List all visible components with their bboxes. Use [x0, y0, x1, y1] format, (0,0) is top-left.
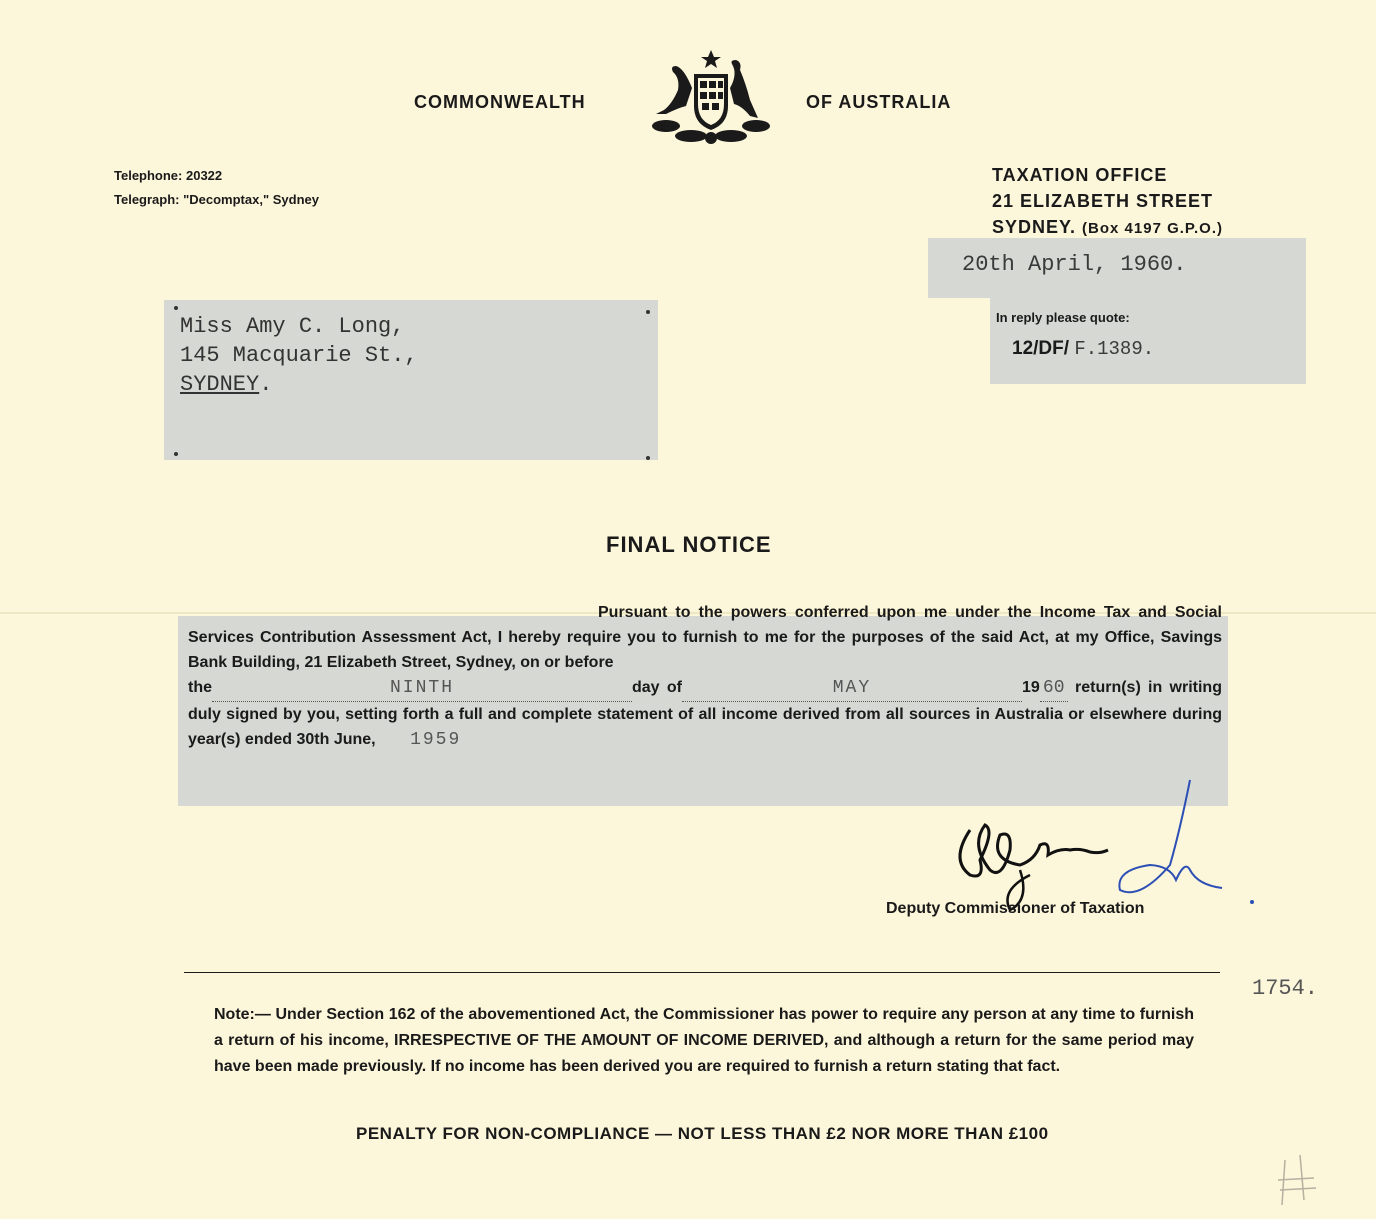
- notice-title: FINAL NOTICE: [606, 532, 772, 557]
- day-value: NINTH: [389, 678, 454, 698]
- header-commonwealth: COMMONWEALTH: [414, 92, 586, 112]
- signature-icon: [940, 770, 1260, 920]
- coat-of-arms-icon: [646, 48, 776, 146]
- reply-reference: [1012, 338, 1154, 360]
- pencil-mark-icon: [1270, 1150, 1330, 1210]
- signatory-title: Deputy Commissioner of Taxation: [886, 900, 1145, 917]
- contact-block: [114, 164, 319, 212]
- office-address: [992, 162, 1223, 242]
- note-text-after: and although a return for the same period may have been made previously. If no income has been derived you are required to furnish a return stating that fact.: [214, 1032, 1195, 1075]
- window-corner-dot: [174, 306, 178, 310]
- office-city: SYDNEY.: [992, 217, 1077, 237]
- recipient-city: SYDNEY: [180, 372, 260, 397]
- recipient-city-line: [180, 370, 418, 399]
- letter-date: 20th April, 1960.: [962, 252, 1187, 277]
- year-ended-value: 1959: [410, 730, 462, 750]
- penalty-line: PENALTY FOR NON-COMPLIANCE — NOT LESS THAN £2 NOR MORE THAN £100: [356, 1124, 1049, 1143]
- note-emphasis: IRRESPECTIVE OF THE AMOUNT OF INCOME DERIVED,: [394, 1032, 829, 1049]
- year-value: 60: [1042, 678, 1065, 698]
- notice-paragraph-end: in writing duly signed by you, setting forth a full and complete statement of all income derived from all sources in Australia or elsewhere during year(s) ended 30th June,: [188, 679, 1222, 748]
- window-corner-dot: [174, 452, 178, 456]
- header-of-australia: OF AUSTRALIA: [806, 92, 952, 112]
- year-prefix: 19: [1021, 679, 1040, 696]
- recipient-name: Miss Amy C. Long,: [180, 314, 405, 339]
- notice-the: the: [188, 679, 212, 696]
- notice-paragraph-start: Pursuant to the powers conferred upon me under the Income Tax and Social Services Contribution Assessment Act, I hereby require you to furnish to me for the purposes of the said Act, at my Office, Savings Bank Building, 21 Elizabeth Street, Sydney, on or before: [188, 604, 1222, 671]
- reply-label: In reply please quote:: [996, 310, 1130, 325]
- stamp-number: 1754.: [1252, 976, 1319, 1001]
- reply-number: F.1389.: [1074, 338, 1155, 360]
- note-text-before: Note:— Under Section 162 of the abovementioned Act, the Commissioner has power to require any person at any time to furnish a return of his income,: [214, 1006, 1194, 1049]
- telephone-line: Telephone: 20322: [114, 168, 223, 183]
- office-line-2: 21 ELIZABETH STREET: [992, 191, 1214, 211]
- recipient-city-suffix: .: [259, 372, 273, 397]
- recipient-address: [180, 312, 418, 399]
- window-corner-dot: [646, 456, 650, 460]
- office-box: (Box 4197 G.P.O.): [1082, 220, 1223, 237]
- notice-day-of: day of: [632, 679, 682, 696]
- telegraph-line: Telegraph: "Decomptax," Sydney: [114, 192, 319, 207]
- month-value: MAY: [832, 678, 872, 698]
- window-corner-dot: [646, 310, 650, 314]
- notice-returns: return(s): [1075, 679, 1141, 696]
- divider-rule: [184, 972, 1220, 973]
- office-line-1: TAXATION OFFICE: [992, 165, 1168, 185]
- notice-body: [188, 600, 1222, 753]
- reply-prefix: 12/DF/: [1012, 338, 1070, 359]
- recipient-street: 145 Macquarie St.,: [180, 343, 418, 368]
- legal-note: [214, 1002, 1194, 1080]
